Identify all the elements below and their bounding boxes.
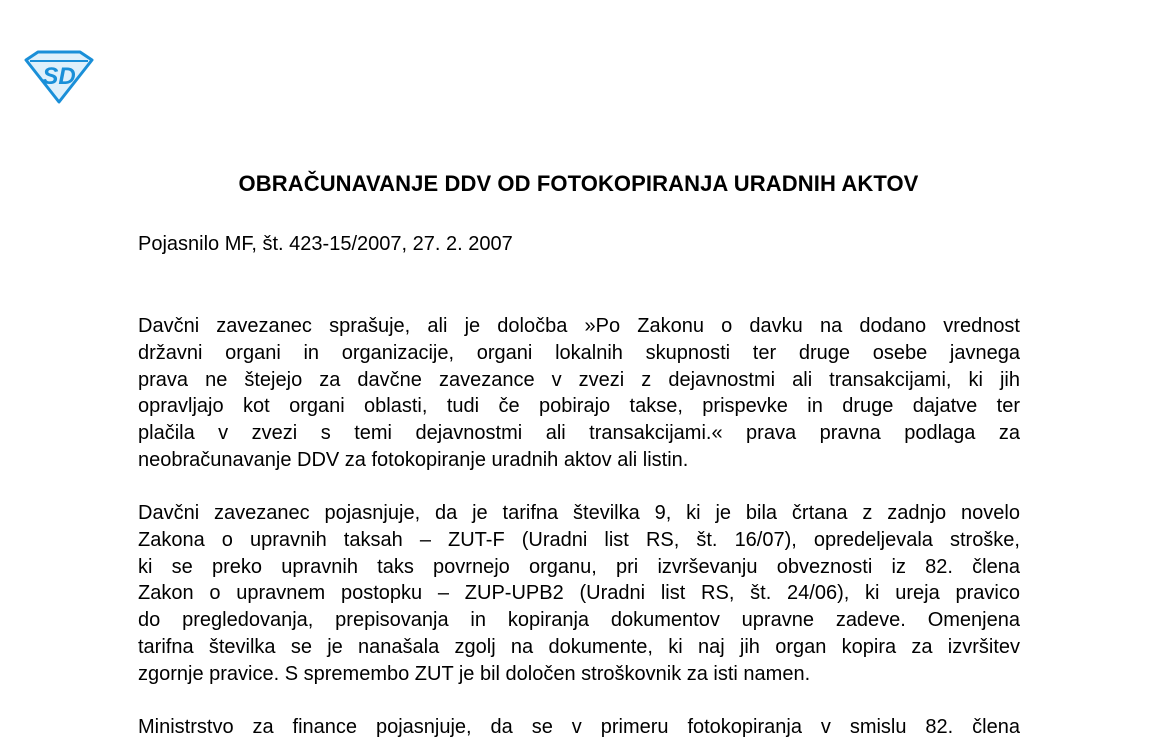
text-line: neobračunavanje DDV za fotokopiranje uradnih aktov ali listin. (138, 448, 689, 471)
logo-text: SD (42, 63, 76, 90)
document-subtitle: Pojasnilo MF, št. 423-15/2007, 27. 2. 2007 (138, 233, 513, 255)
text-line: Ministrstvo za finance pojasnjuje, da se v primeru fotokopiranja v smislu 82. člena (138, 716, 1020, 738)
text-line: državni organi in organizacije, organi lokalnih skupnosti ter druge osebe javnega (138, 341, 1020, 364)
text-line: ki se preko upravnih taks povrnejo organu, pri izvrševanju obveznosti iz 82. člena (138, 555, 1020, 578)
logo (22, 50, 96, 104)
text-line: Zakon o upravnem postopku – ZUP-UPB2 (Uradni list RS, št. 24/06), ki ureja pravico (138, 582, 1020, 605)
paragraph-1 (138, 313, 1020, 474)
document-title: OBRAČUNAVANJE DDV OD FOTOKOPIRANJA URADNIH AKTOV (238, 171, 919, 196)
text-line: opravljajo kot organi oblasti, tudi če pobirajo takse, prispevke in druge dajatve ter (138, 395, 1020, 418)
text-line: Zakona o upravnih taksah – ZUT-F (Uradni list RS, št. 16/07), opredeljevala stroške, (138, 528, 1020, 551)
paragraph-2 (138, 500, 1020, 688)
paragraph-3 (138, 714, 1020, 741)
text-line: prava ne štejejo za davčne zavezance v zvezi z dejavnostmi ali transakcijami, ki jih (138, 368, 1020, 391)
logo-shield-icon (22, 50, 96, 104)
text-line: Davčni zavezanec pojasnjuje, da je tarifna številka 9, ki je bila črtana z zadnjo novelo (138, 502, 1020, 524)
text-line: tarifna številka se je nanašala zgolj na dokumente, ki naj jih organ kopira za izvršitev (138, 635, 1020, 658)
text-line: Davčni zavezanec sprašuje, ali je določba »Po Zakonu o davku na dodano vrednost (138, 315, 1020, 337)
text-line: do pregledovanja, prepisovanja in kopiranja dokumentov upravne zadeve. Omenjena (138, 609, 1020, 632)
text-line: zgornje pravice. S spremembo ZUT je bil določen stroškovnik za isti namen. (138, 662, 811, 685)
text-line: plačila v zvezi s temi dejavnostmi ali transakcijami.« prava pravna podlaga za (138, 422, 1020, 445)
